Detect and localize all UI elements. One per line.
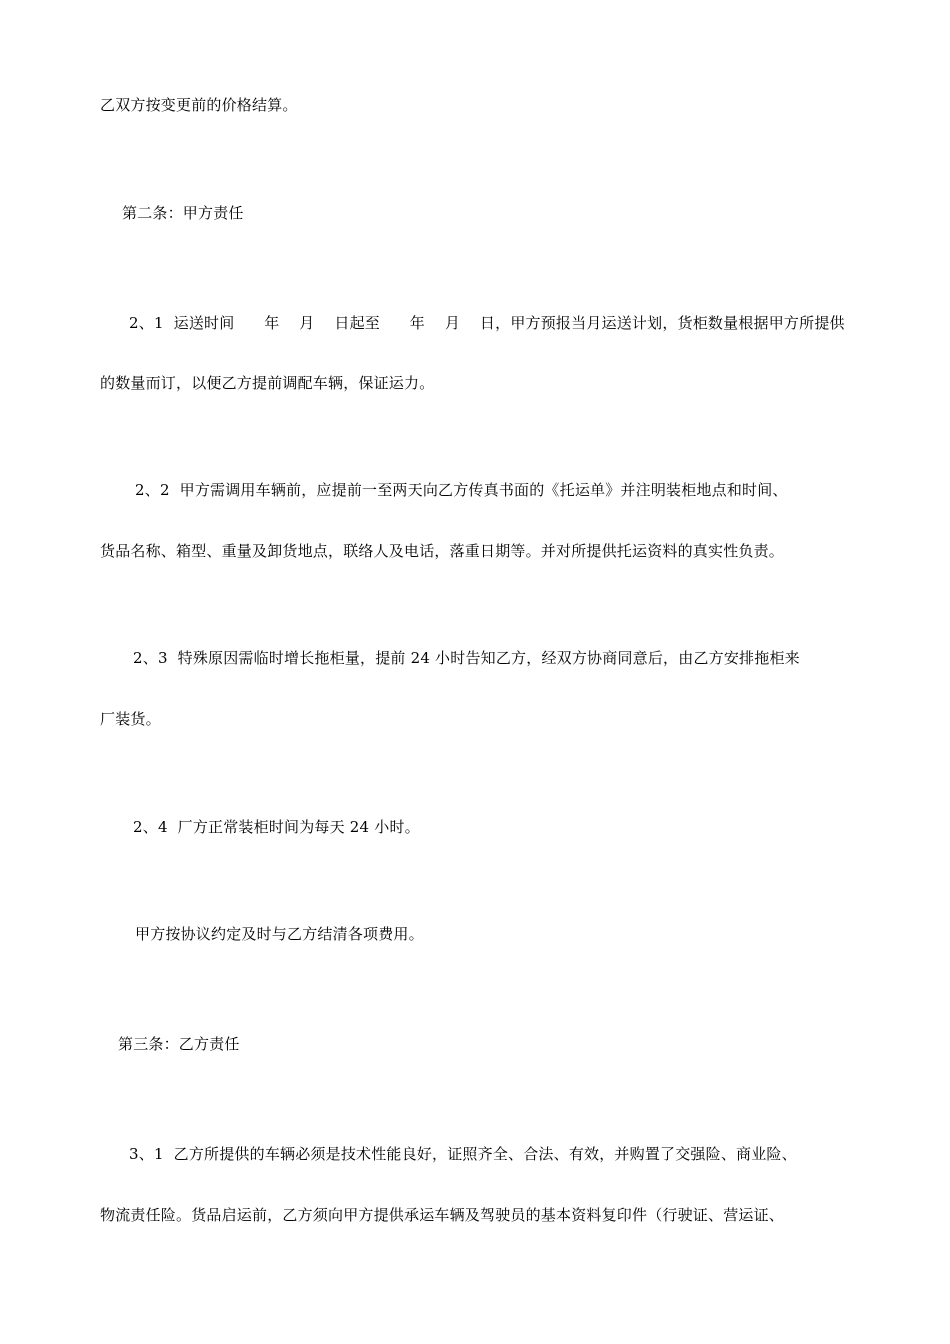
text-line: 厂装货。 [100,710,161,728]
text-line: 物流责任险。货品启运前，乙方须向甲方提供承运车辆及驾驶员的基本资料复印件（行驶证、营运证、 [100,1206,785,1224]
text-line: 的数量而订，以便乙方提前调配车辆，保证运力。 [100,374,435,392]
text-line: 货品名称、箱型、重量及卸货地点，联络人及电话，落重日期等。并对所提供托运资料的真实性负责。 [100,542,785,560]
section-heading: 第二条：甲方责任 [122,204,244,222]
text-line: 甲方按协议约定及时与乙方结清各项费用。 [135,925,424,943]
section-heading: 第三条：乙方责任 [118,1035,240,1053]
clause-line: 2、1 运送时间 年 月 日起至 年 月 日，甲方预报当月运送计划，货柜数量根据甲方所提供 [129,314,845,332]
text-line: 乙双方按变更前的价格结算。 [100,96,298,114]
clause-line: 2、2 甲方需调用车辆前，应提前一至两天向乙方传真书面的《托运单》并注明装柜地点和时间、 [135,481,788,499]
clause-line: 2、3 特殊原因需临时增长拖柜量，提前 24 小时告知乙方，经双方协商同意后，由乙方安排拖柜来 [133,649,800,667]
clause-line: 2、4 厂方正常装柜时间为每天 24 小时。 [133,818,420,836]
clause-line: 3、1 乙方所提供的车辆必须是技术性能良好，证照齐全、合法、有效，并购置了交强险、商业险、 [129,1145,797,1163]
